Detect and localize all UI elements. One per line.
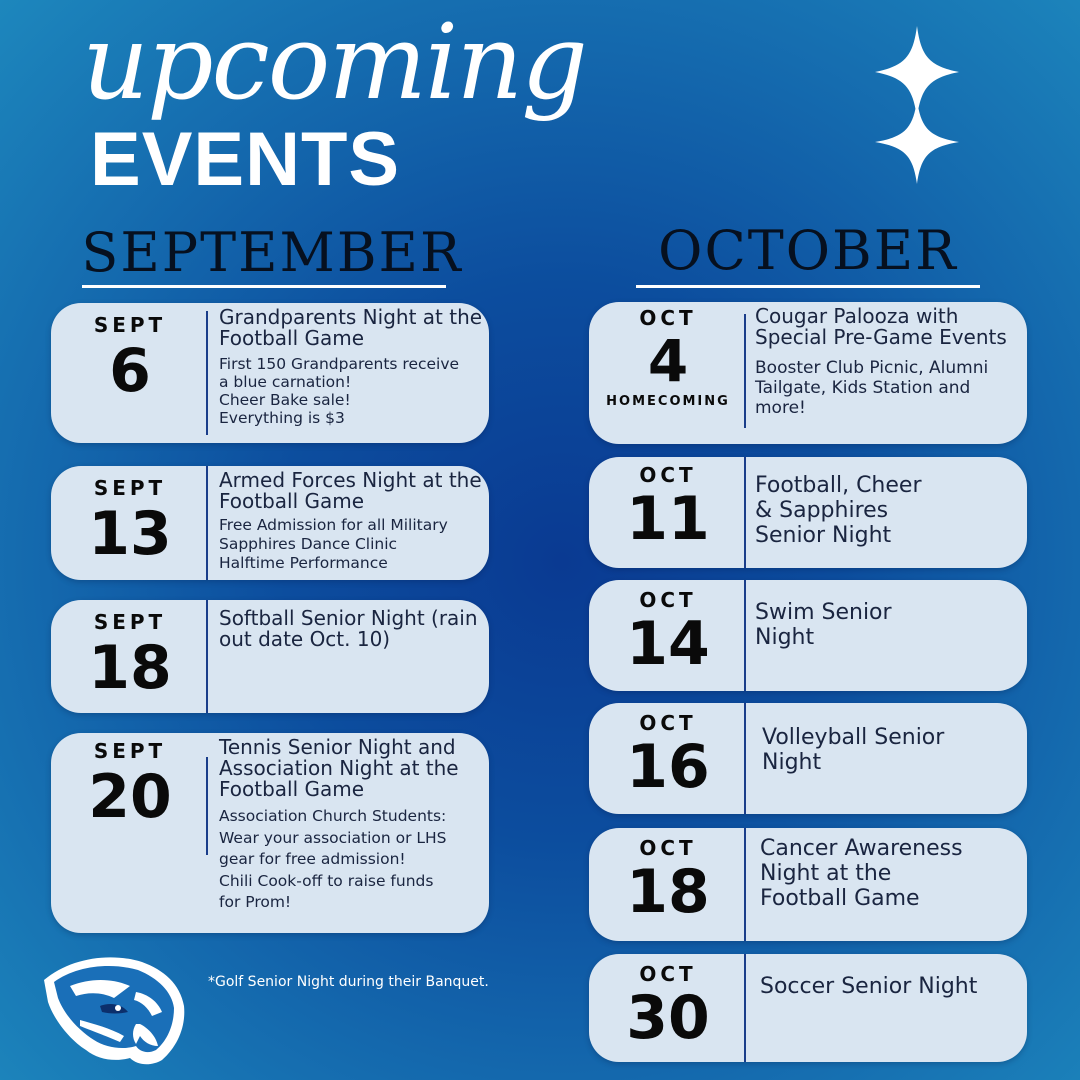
- event-day: 18: [88, 633, 172, 703]
- event-day: 13: [88, 499, 172, 569]
- event-details: Free Admission for all Military Sapphires Dance Clinic Halftime Performance: [219, 516, 448, 572]
- event-day: 18: [626, 857, 710, 927]
- event-month: OCT: [639, 962, 697, 986]
- event-day: 4: [647, 327, 689, 395]
- title-events: EVENTS: [90, 117, 401, 202]
- event-divider: [744, 828, 746, 941]
- event-card-sept-18[interactable]: [51, 600, 489, 713]
- event-divider: [206, 757, 208, 855]
- event-month: OCT: [639, 306, 697, 330]
- october-underline: [636, 285, 980, 288]
- homecoming-label: HOMECOMING: [606, 394, 730, 409]
- event-divider: [744, 703, 746, 814]
- event-month: SEPT: [93, 313, 167, 337]
- event-details: First 150 Grandparents receive a blue carnation! Cheer Bake sale! Everything is $3: [219, 355, 460, 427]
- event-title: Volleyball Senior Night: [762, 725, 945, 775]
- event-day: 6: [109, 336, 151, 406]
- event-month: OCT: [639, 711, 697, 735]
- event-divider: [744, 954, 746, 1062]
- event-day: 16: [626, 732, 710, 802]
- event-day: 14: [626, 609, 710, 679]
- event-month: OCT: [639, 463, 697, 487]
- event-day: 11: [626, 484, 710, 554]
- event-divider: [744, 457, 746, 568]
- event-month: OCT: [639, 588, 697, 612]
- event-card-sept-6[interactable]: [51, 303, 489, 443]
- heading-september: SEPTEMBER: [81, 221, 463, 284]
- event-month: SEPT: [93, 476, 167, 500]
- event-title: Cougar Palooza with Special Pre-Game Events: [755, 304, 1007, 349]
- event-details: Association Church Students: Wear your association or LHS gear for free admission! Chili Cook-off to raise funds for Prom!: [219, 807, 447, 911]
- event-divider: [744, 314, 746, 428]
- event-title: Soccer Senior Night: [760, 974, 978, 999]
- event-month: SEPT: [93, 739, 167, 763]
- event-divider: [206, 466, 208, 580]
- event-title: Softball Senior Night (rain out date Oct. 10): [219, 606, 478, 651]
- event-card-oct-14[interactable]: [589, 580, 1027, 691]
- event-month: SEPT: [93, 610, 167, 634]
- event-card-oct-18[interactable]: [589, 828, 1027, 941]
- event-card-sept-20[interactable]: [51, 733, 489, 933]
- event-card-oct-4[interactable]: [589, 302, 1027, 444]
- event-card-oct-16[interactable]: [589, 703, 1027, 814]
- event-card-oct-30[interactable]: [589, 954, 1027, 1062]
- event-details: Booster Club Picnic, Alumni Tailgate, Kids Station and more!: [755, 358, 989, 418]
- footnote: *Golf Senior Night during their Banquet.: [208, 974, 489, 990]
- event-divider: [206, 311, 208, 435]
- sparkle-icon: [875, 100, 959, 184]
- event-divider: [744, 580, 746, 691]
- cougar-mascot-logo: [40, 950, 188, 1068]
- event-title: Football, Cheer & Sapphires Senior Night: [755, 473, 922, 548]
- event-day: 30: [626, 983, 710, 1053]
- title-upcoming: upcoming: [82, 1, 586, 123]
- heading-october: OCTOBER: [658, 219, 958, 282]
- event-day: 20: [88, 762, 172, 832]
- event-month: OCT: [639, 836, 697, 860]
- event-title: Swim Senior Night: [755, 600, 892, 650]
- event-title: Tennis Senior Night and Association Night at the Football Game: [219, 735, 459, 801]
- event-title: Grandparents Night at the Football Game: [219, 305, 483, 350]
- september-underline: [82, 285, 446, 288]
- event-title: Cancer Awareness Night at the Football Game: [760, 836, 963, 911]
- event-card-sept-13[interactable]: [51, 466, 489, 580]
- event-title: Armed Forces Night at the Football Game: [219, 468, 482, 513]
- event-card-oct-11[interactable]: [589, 457, 1027, 568]
- event-divider: [206, 600, 208, 713]
